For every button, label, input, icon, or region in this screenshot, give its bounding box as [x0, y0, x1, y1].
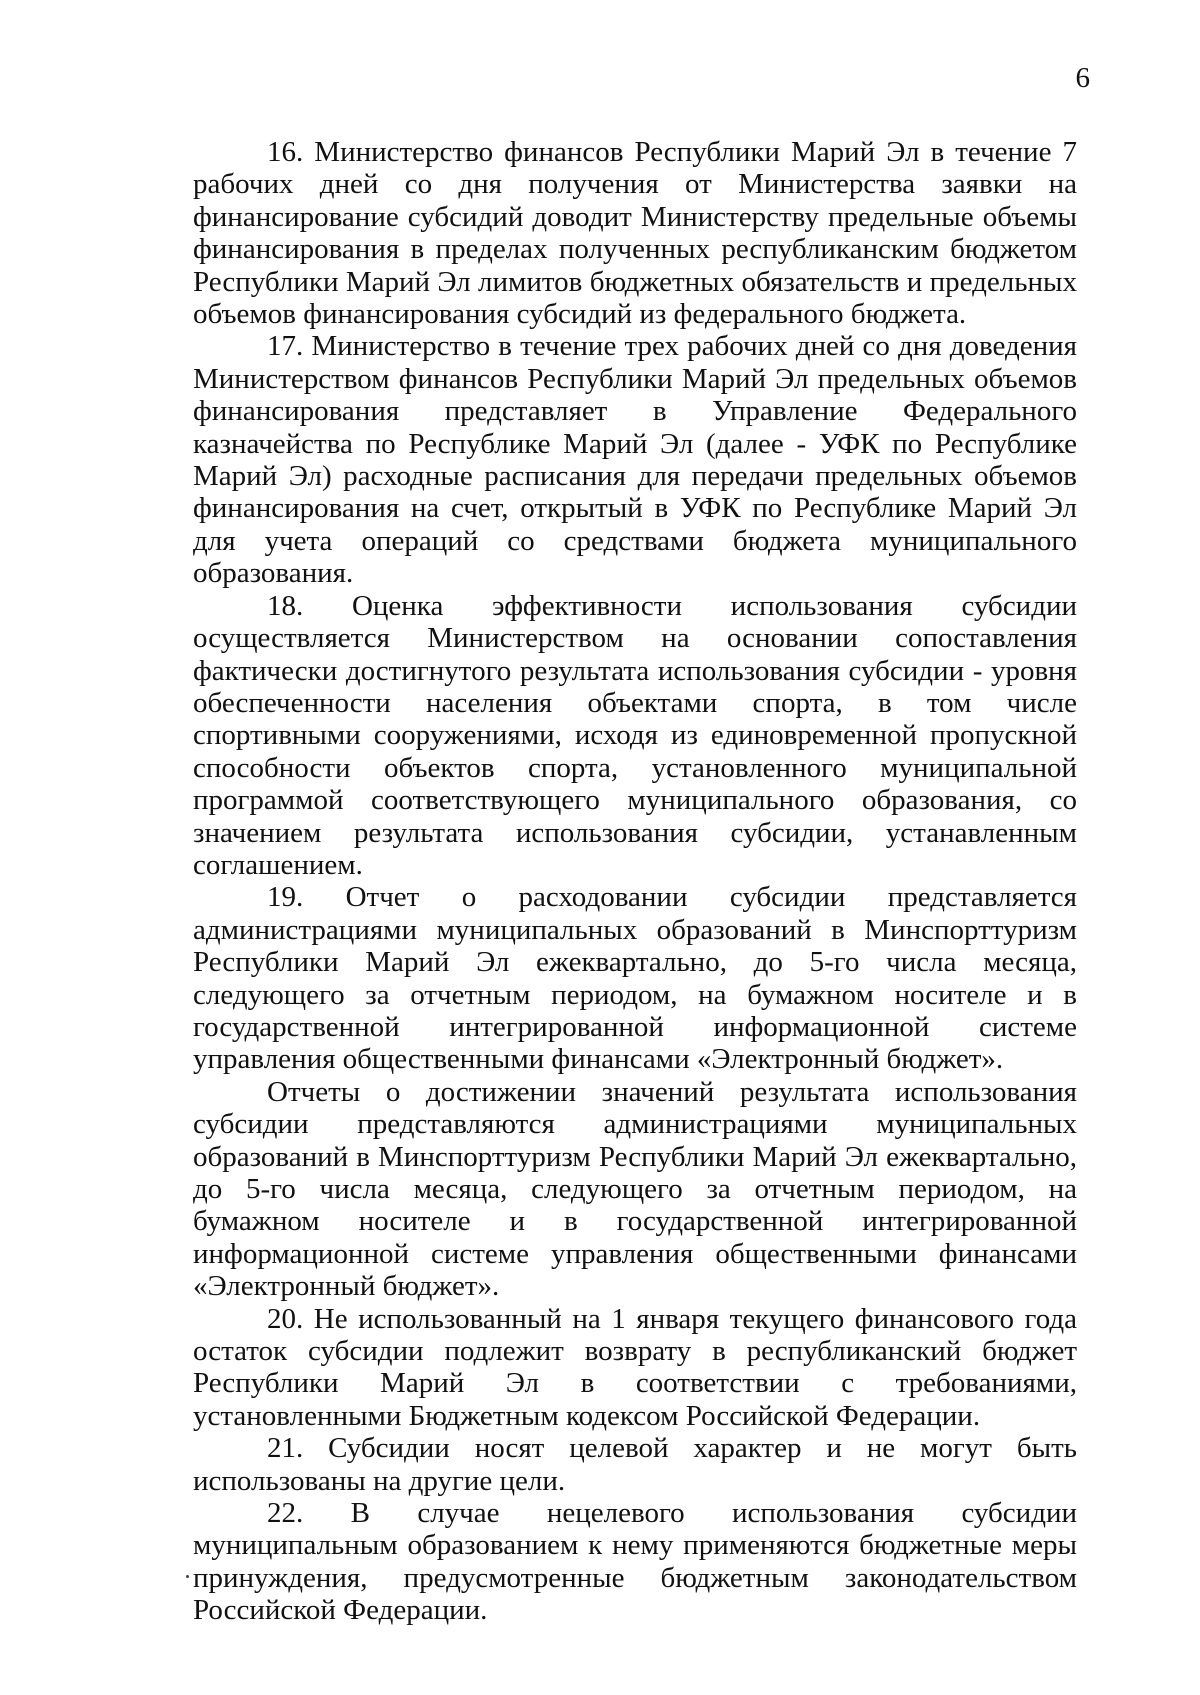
scan-speck [186, 1575, 189, 1578]
page-number: 6 [1075, 62, 1090, 94]
document-body [193, 136, 1077, 1627]
paragraph-19: 19. Отчет о расходовании субсидии представляется администрациями муниципальных образований в Минспорттуризм Республики Марий Эл ежеквартально, до 5-го числа месяца, следующего за отчетным периодом, на бумажном носителе и в государственной интегрированной информационной системе управления общественными финансами «Электронный бюджет». [193, 881, 1077, 1076]
paragraph-16: 16. Министерство финансов Республики Марий Эл в течение 7 рабочих дней со дня получения от Министерства заявки на финансирование субсидий доводит Министерству предельные объемы финансирования в пределах полученных республиканским бюджетом Республики Марий Эл лимитов бюджетных обязательств и предельных объемов финансирования субсидий из федерального бюджета. [193, 136, 1077, 331]
paragraph-19-reports: Отчеты о достижении значений результата использования субсидии представляются администрациями муниципальных образований в Минспорттуризм Республики Марий Эл ежеквартально, до 5-го числа месяца, следующего за отчетным периодом, на бумажном носителе и в государственной интегрированной информационной системе управления общественными финансами «Электронный бюджет». [193, 1075, 1077, 1303]
paragraph-21: 21. Субсидии носят целевой характер и не могут быть использованы на другие цели. [193, 1432, 1077, 1497]
paragraph-20: 20. Не использованный на 1 января текущего финансового года остаток субсидии подлежит возврату в республиканский бюджет Республики Марий Эл в соответствии с требованиями, установленными Бюджетным кодексом Российской Федерации. [193, 1302, 1077, 1432]
paragraph-22: 22. В случае нецелевого использования субсидии муниципальным образованием к нему применяются бюджетные меры принуждения, предусмотренные бюджетным законодательством Российской Федерации. [193, 1497, 1077, 1627]
paragraph-17: 17. Министерство в течение трех рабочих дней со дня доведения Министерством финансов Республики Марий Эл предельных объемов финансирования представляет в Управление Федерального казначейства по Республике Марий Эл (далее - УФК по Республике Марий Эл) расходные расписания для передачи предельных объемов финансирования на счет, открытый в УФК по Республике Марий Эл для учета операций со средствами бюджета муниципального образования. [193, 330, 1077, 590]
paragraph-18: 18. Оценка эффективности использования субсидии осуществляется Министерством на основании сопоставления фактически достигнутого результата использования субсидии - уровня обеспеченности населения объектами спорта, в том числе спортивными сооружениями, исходя из единовременной пропускной способности объектов спорта, установленного муниципальной программой соответствующего муниципального образования, со значением результата использования субсидии, устанавленным соглашением. [193, 589, 1077, 881]
